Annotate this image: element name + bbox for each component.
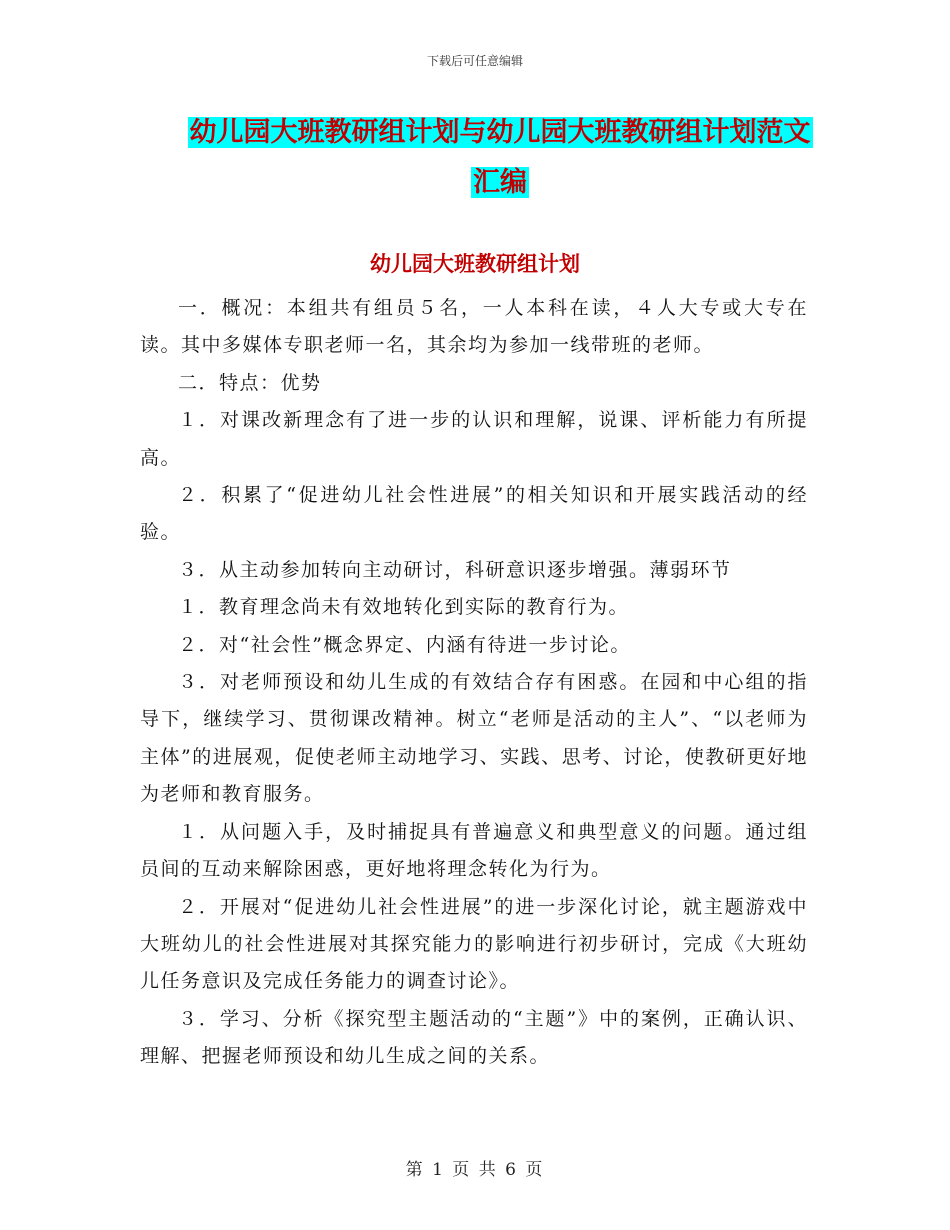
page-indicator: 第 1 页 共 6 页	[405, 1160, 545, 1180]
header-note: 下载后可任意编辑	[426, 54, 523, 68]
section-title: 幼儿园大班教研组计划	[370, 252, 580, 276]
paragraph: ３．学习、分析《探究型主题活动的“主题”》中的案例，正确认识、理解、把握老师预设和幼儿生成之间的关系。	[140, 1007, 808, 1068]
paragraph: ３．从主动参加转向主动研讨，科研意识逐步增强。薄弱环节	[178, 558, 732, 581]
paragraph: ２．开展对“促进幼儿社会性进展”的进一步深化讨论，就主题游戏中大班幼儿的社会性进展对其探究能力的影响进行初步研讨，完成《大班幼儿任务意识及完成任务能力的调查讨论》。	[140, 895, 808, 993]
paragraph: １．从问题入手，及时捕捉具有普遍意义和典型意义的问题。通过组员间的互动来解除困惑，更好地将理念转化为行为。	[140, 820, 808, 881]
paragraph: 二．特点：优势	[178, 371, 322, 394]
paragraph: ２．对“社会性”概念界定、内涵有待进一步讨论。	[178, 633, 631, 656]
document-title-line-2: 汇编	[473, 167, 527, 198]
paragraph: ３．对老师预设和幼儿生成的有效结合存有困惑。在园和中心组的指导下，继续学习、贯彻课改精神。树立“老师是活动的主人”、“以老师为主体”的进展观，促使老师主动地学习、实践、思考、讨论，使教研更好地为老师和教育服务。	[140, 671, 808, 806]
paragraph: 一．概况：本组共有组员５名，一人本科在读，４人大专或大专在读。其中多媒体专职老师一名，其余均为参加一线带班的老师。	[140, 297, 808, 357]
document-title-line-1: 幼儿园大班教研组计划与幼儿园大班教研组计划范文	[189, 117, 811, 148]
paragraph: １．教育理念尚未有效地转化到实际的教育行为。	[178, 596, 630, 619]
document-body	[140, 290, 808, 1076]
paragraph: ２．积累了“促进幼儿社会性进展”的相关知识和开展实践活动的经验。	[140, 484, 808, 544]
paragraph: １．对课改新理念有了进一步的认识和理解，说课、评析能力有所提高。	[140, 409, 808, 469]
document-title	[140, 108, 860, 208]
